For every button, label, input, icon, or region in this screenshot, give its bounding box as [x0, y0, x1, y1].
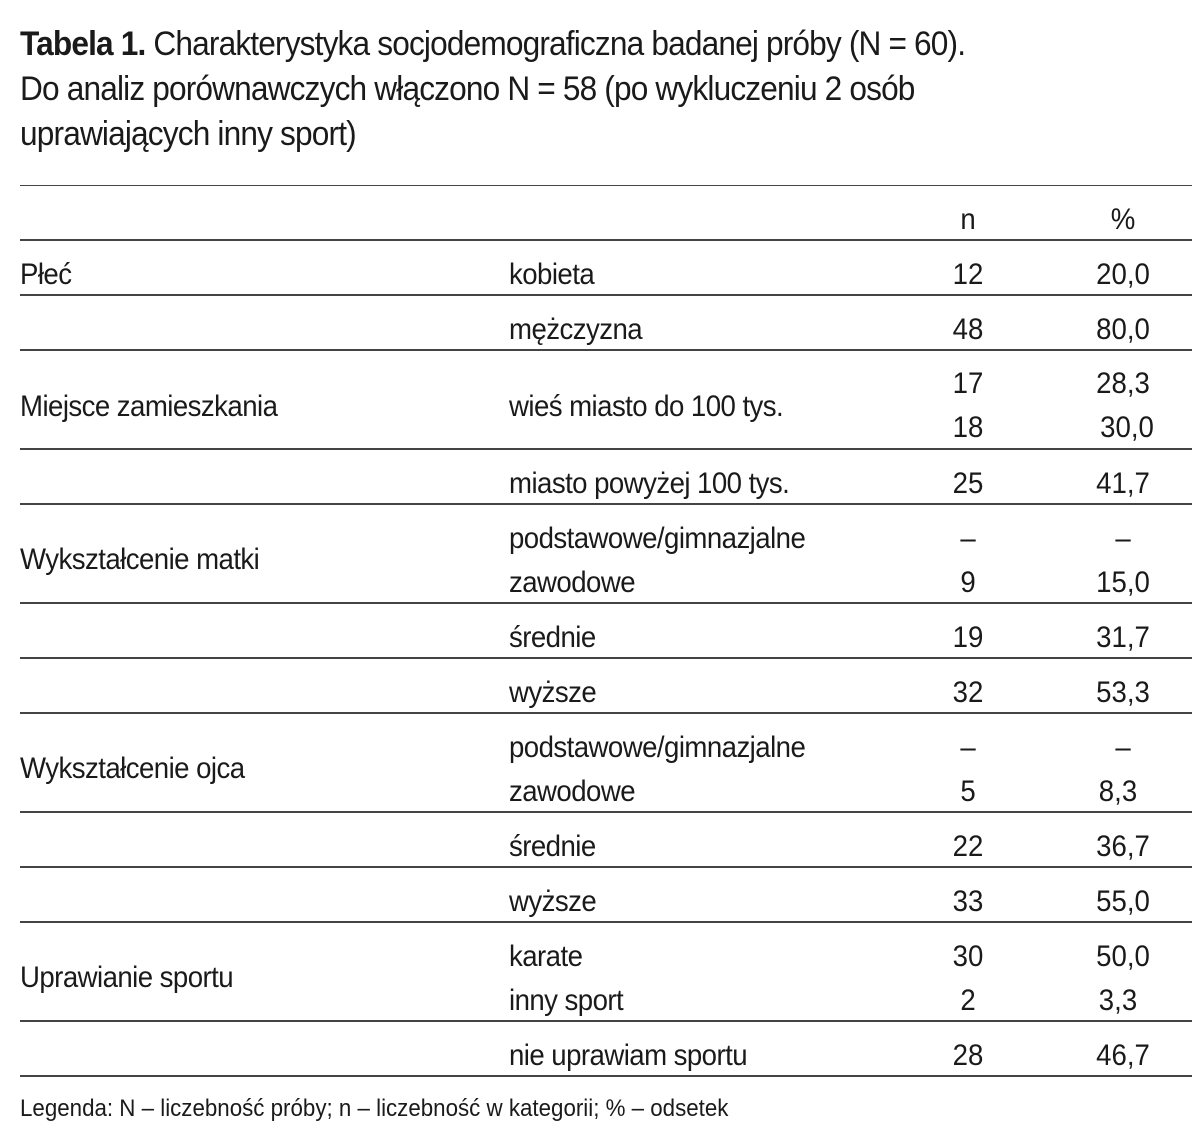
caption-line-2: Do analiz porównawczych włączono N = 58 (po wykluczeniu 2 osób	[20, 70, 915, 108]
row-rule	[20, 1020, 1192, 1022]
group-label: Wykształcenie ojca	[20, 752, 245, 785]
row-rule	[20, 503, 1192, 505]
pct-value: 31,7	[1096, 621, 1150, 654]
n-value: –	[960, 731, 976, 764]
n-value: 32	[952, 676, 984, 709]
caption-line-3: uprawiających inny sport)	[20, 115, 356, 153]
header-n: n	[960, 203, 976, 236]
pct-value: 30,0	[1100, 411, 1154, 444]
row-rule	[20, 448, 1192, 450]
row-rule	[20, 657, 1192, 659]
n-value: 22	[952, 830, 984, 863]
n-value: 19	[952, 621, 984, 654]
n-value: 12	[952, 258, 984, 291]
row-rule	[20, 712, 1192, 714]
category-label: nie uprawiam sportu	[509, 1039, 748, 1072]
row-rule	[20, 349, 1192, 351]
pct-value: 15,0	[1096, 566, 1150, 599]
n-value: 9	[960, 566, 976, 599]
pct-value: 28,3	[1096, 367, 1150, 400]
n-value: 25	[952, 467, 984, 500]
header-rule	[20, 239, 1192, 241]
n-value: 18	[952, 411, 984, 444]
pct-value: 53,3	[1096, 676, 1150, 709]
row-rule	[20, 921, 1192, 923]
group-label: Miejsce zamieszkania	[20, 390, 278, 423]
n-value: 2	[960, 984, 976, 1017]
pct-value: 8,3	[1098, 775, 1138, 808]
group-label: Wykształcenie matki	[20, 543, 260, 576]
group-label: Uprawianie sportu	[20, 961, 234, 994]
row-rule	[20, 811, 1192, 813]
category-label: wyższe	[509, 885, 597, 918]
pct-value: –	[1115, 522, 1131, 555]
n-value: 33	[952, 885, 984, 918]
pct-value: 46,7	[1096, 1039, 1150, 1072]
group-label: Płeć	[20, 258, 72, 291]
pct-value: 3,3	[1098, 984, 1138, 1017]
pct-value: 50,0	[1096, 940, 1150, 973]
category-label: podstawowe/gimnazjalne	[509, 522, 806, 555]
pct-value: 41,7	[1096, 467, 1150, 500]
pct-value: –	[1115, 731, 1131, 764]
category-label: średnie	[509, 621, 596, 654]
row-rule	[20, 866, 1192, 868]
category-label: kobieta	[509, 258, 595, 291]
pct-value: 20,0	[1096, 258, 1150, 291]
category-label: podstawowe/gimnazjalne	[509, 731, 806, 764]
category-label: zawodowe	[509, 775, 635, 808]
pct-value: 36,7	[1096, 830, 1150, 863]
caption-label: Tabela 1.	[20, 25, 146, 63]
category-label: wyższe	[509, 676, 597, 709]
category-label: zawodowe	[509, 566, 635, 599]
n-value: 28	[952, 1039, 984, 1072]
header-pct: %	[1110, 203, 1136, 236]
n-value: 30	[952, 940, 984, 973]
caption-line-1: Charakterystyka socjodemograficzna badanej próby (N = 60).	[145, 25, 966, 63]
n-value: 17	[952, 367, 984, 400]
category-label: miasto powyżej 100 tys.	[509, 467, 790, 500]
pct-value: 55,0	[1096, 885, 1150, 918]
n-value: –	[960, 522, 976, 555]
n-value: 5	[960, 775, 976, 808]
category-label: mężczyzna	[509, 313, 643, 346]
table-top-rule	[20, 185, 1192, 186]
row-rule	[20, 602, 1192, 604]
table-legend: Legenda: N – liczebność próby; n – liczebność w kategorii; % – odsetek	[20, 1095, 729, 1122]
n-value: 48	[952, 313, 984, 346]
row-rule	[20, 294, 1192, 296]
category-label: wieś miasto do 100 tys.	[509, 390, 784, 423]
pct-value: 80,0	[1096, 313, 1150, 346]
category-label: średnie	[509, 830, 596, 863]
category-label: inny sport	[509, 984, 624, 1017]
table-caption	[20, 22, 1195, 157]
table-bottom-rule	[20, 1075, 1192, 1077]
category-label: karate	[509, 940, 583, 973]
